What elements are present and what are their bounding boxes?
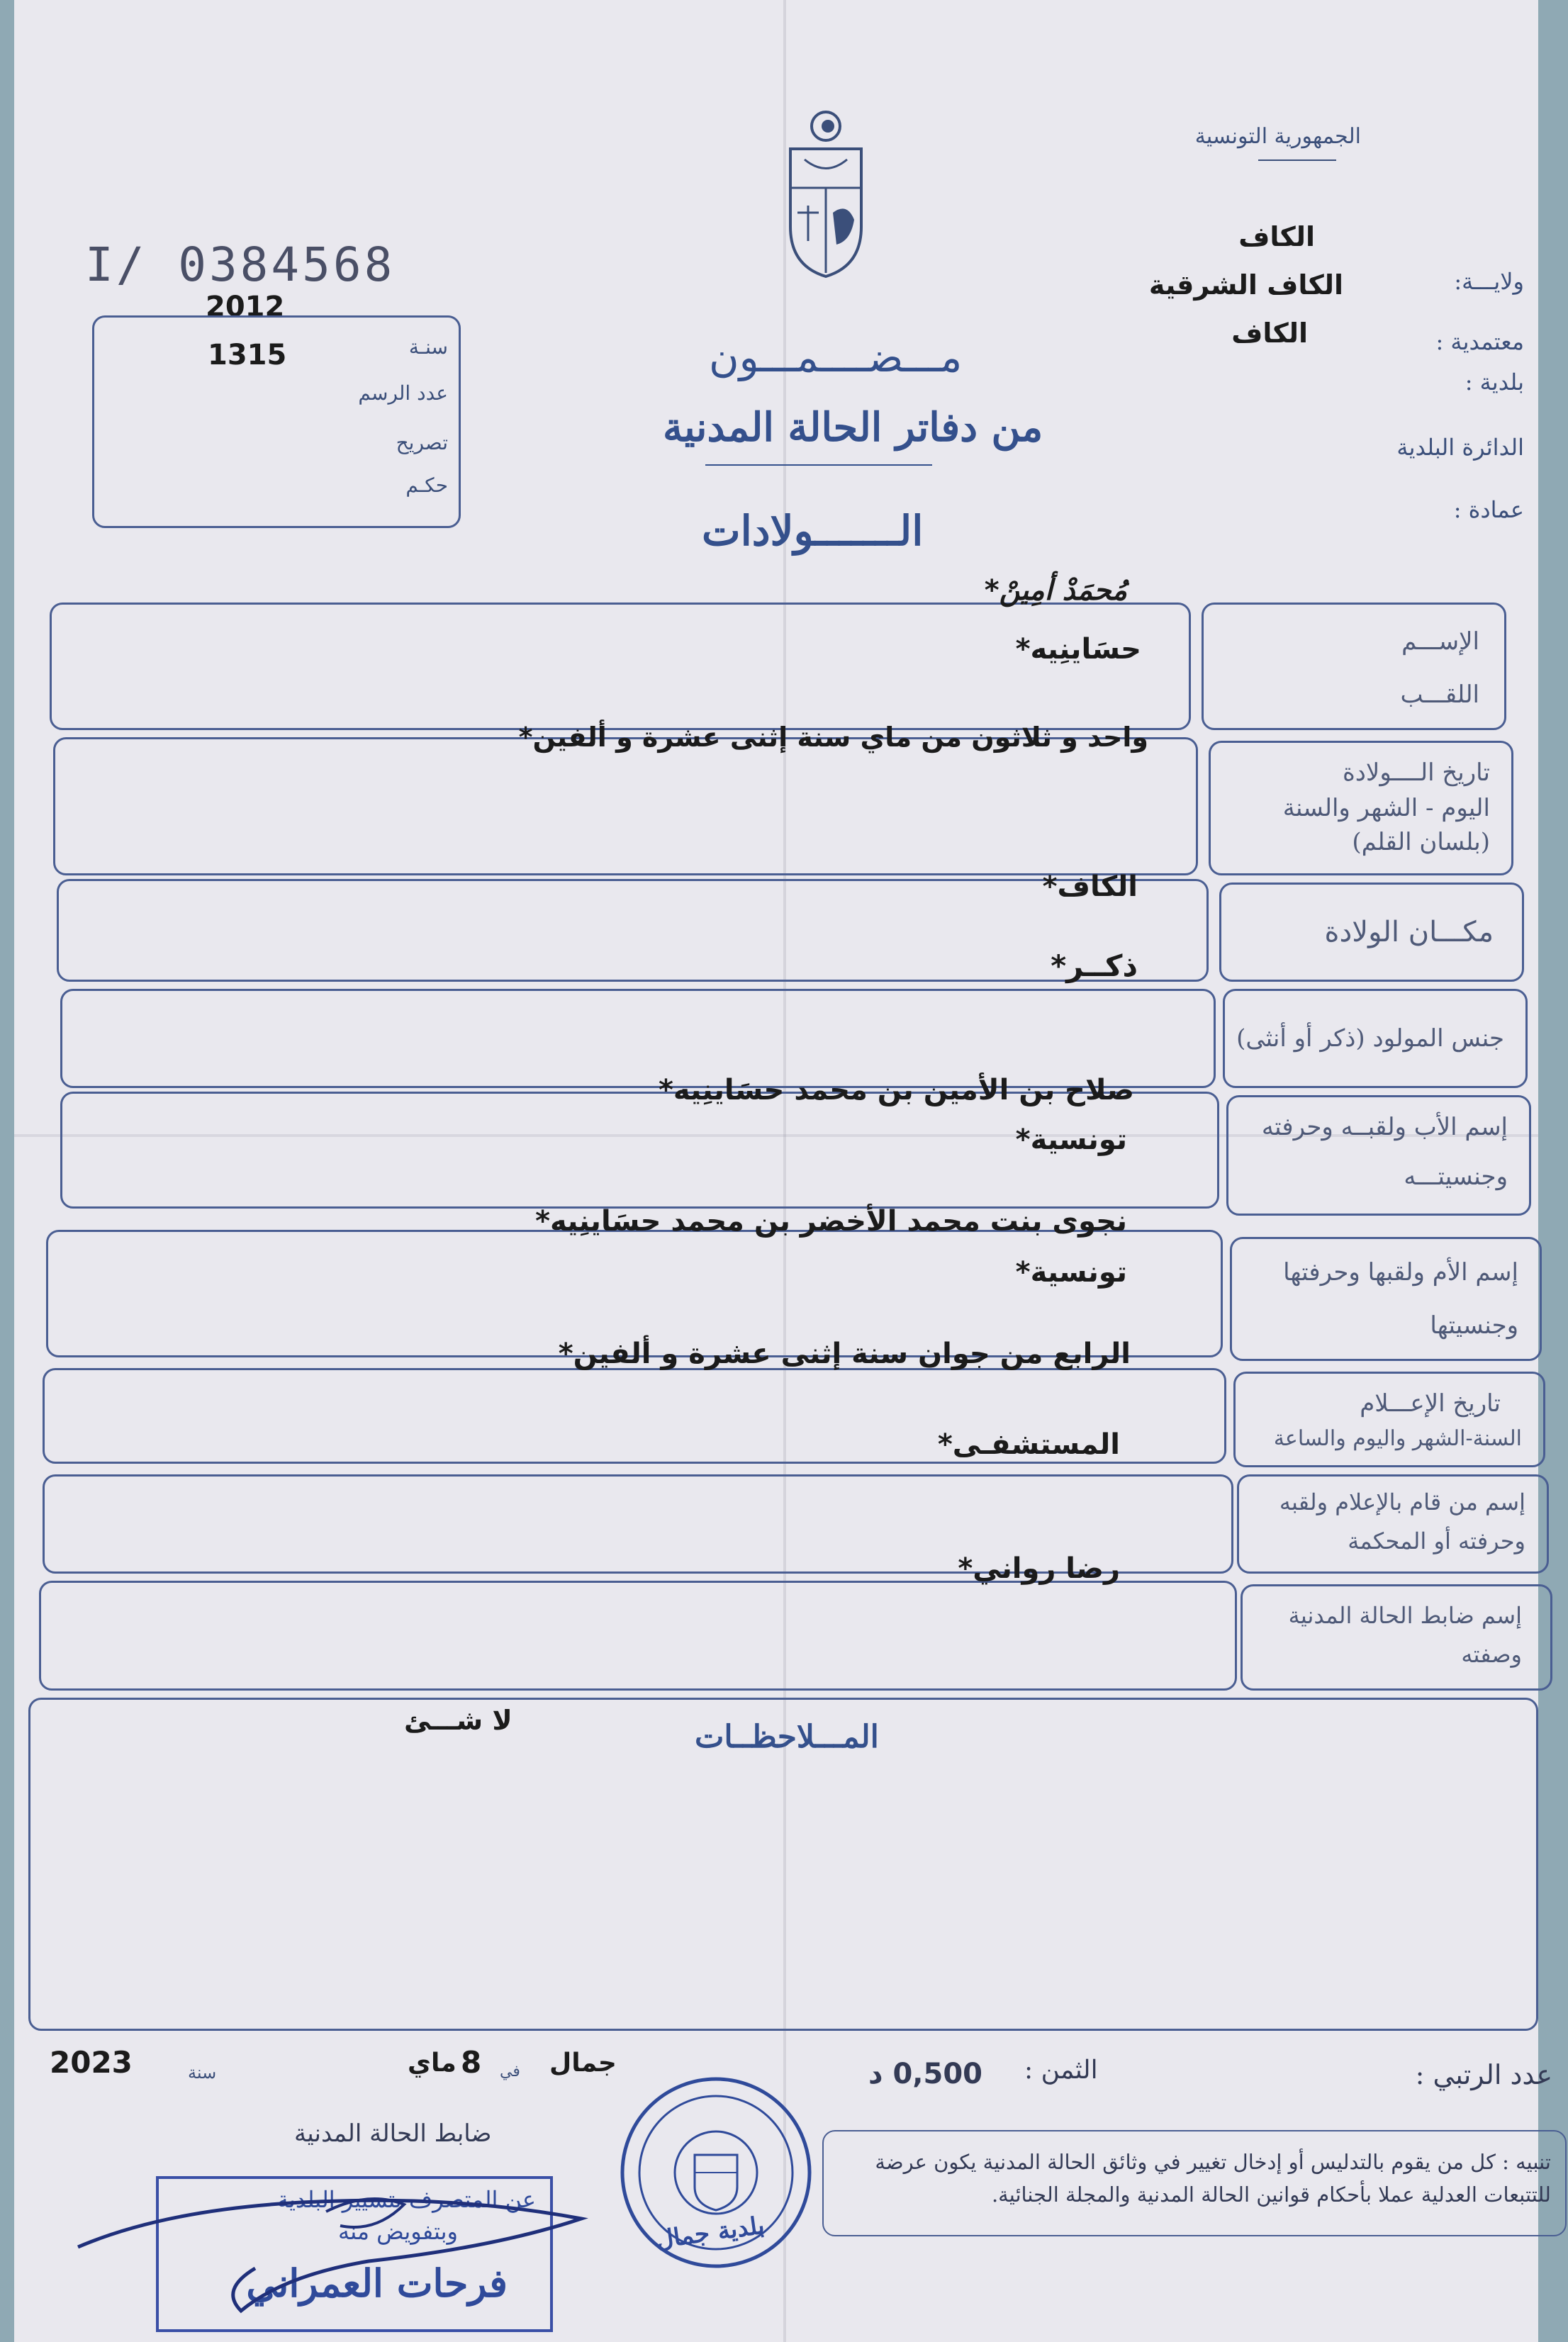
reg-year-value: 2012 bbox=[206, 291, 285, 323]
motamadia-label: معتمدية : bbox=[1435, 328, 1524, 355]
reg-declaration-label: تصريح bbox=[396, 431, 448, 454]
birth-certificate-sheet bbox=[14, 0, 1552, 2342]
value-sex: ذكــر* bbox=[1051, 948, 1138, 983]
on-label: في bbox=[500, 2063, 520, 2080]
motamadia-value-top: الكاف الشرقية bbox=[1148, 269, 1343, 301]
officer-title: ضابط الحالة المدنية bbox=[294, 2119, 492, 2148]
title-underline bbox=[705, 464, 932, 466]
label-father-1: إسم الأب ولقبــه وحرفته bbox=[1261, 1113, 1508, 1141]
issue-year: 2023 bbox=[50, 2045, 133, 2080]
value-father: صلاح بن الأمين بن محمد حسَاينِيه* bbox=[658, 1074, 1134, 1106]
label-birthdate-1: تاريخ الــــولادة bbox=[1342, 758, 1490, 787]
label-first-name: الإســـم bbox=[1401, 627, 1479, 656]
value-officer: رضا رواني* bbox=[958, 1552, 1120, 1585]
serial-number: I/ 0384568 bbox=[85, 237, 396, 292]
signature-stamp-name: فرحات العمراني bbox=[246, 2260, 508, 2306]
republic-label: الجمهورية التونسية bbox=[1194, 124, 1361, 149]
remarks-label: المـــلاحظــات bbox=[695, 1719, 879, 1755]
issue-place: جمال bbox=[549, 2049, 617, 2078]
label-birthplace: مكـــان الولادة bbox=[1324, 916, 1494, 948]
row-name-label-box bbox=[1202, 603, 1506, 730]
label-declarant-1: إسم من قام بالإعلام ولقبه bbox=[1279, 1489, 1525, 1515]
label-officer-2: وصفته bbox=[1461, 1641, 1522, 1668]
row-birthdate-value-box bbox=[53, 737, 1198, 875]
label-father-2: وجنسيتـــه bbox=[1404, 1162, 1508, 1191]
price-label: الثمن : bbox=[1024, 2056, 1098, 2085]
tunisia-coat-of-arms-icon bbox=[780, 106, 872, 284]
value-birthdate: واحد و ثلاثون من ماي سنة إثنى عشرة و ألفين* bbox=[518, 722, 1148, 753]
title-main: مـــضــــمـــون bbox=[709, 333, 963, 381]
label-last-name: اللقـــب bbox=[1400, 680, 1479, 709]
reg-number-label: عدد الرسم bbox=[358, 381, 448, 405]
row-mother-label-box bbox=[1230, 1237, 1542, 1361]
baladia-label: بلدية : bbox=[1465, 369, 1524, 396]
round-stamp-text: بلدية جمال bbox=[654, 2211, 766, 2255]
label-mother-2: وجنسيتها bbox=[1430, 1311, 1518, 1340]
value-birthplace: الكاف* bbox=[1042, 870, 1138, 903]
baladia-value: الكاف bbox=[1231, 318, 1308, 349]
value-declarant: المستشفـى* bbox=[937, 1428, 1120, 1461]
label-mother-1: إسم الأم ولقبها وحرفتها bbox=[1283, 1258, 1518, 1287]
remarks-value: لا شـــئ bbox=[404, 1705, 513, 1736]
label-birthdate-3: (بلسان القلم) bbox=[1352, 828, 1490, 856]
wilaya-label: ولايـــة: bbox=[1454, 268, 1524, 295]
reg-judgment-label: حكـم bbox=[405, 474, 448, 497]
omada-label: عمادة : bbox=[1453, 496, 1524, 523]
row-declarant-label-box bbox=[1237, 1474, 1549, 1574]
signature-stamp-line1: عن المتصرف بتسيير البلدية bbox=[276, 2186, 536, 2213]
label-declaration-date-1: تاريخ الإعـــلام bbox=[1360, 1389, 1501, 1418]
label-sex: جنس المولود (ذكر أو أنثى) bbox=[1236, 1024, 1504, 1053]
row-declaration-date-label-box bbox=[1233, 1372, 1545, 1467]
row-sex-label-box bbox=[1223, 989, 1528, 1088]
value-declaration-date: الرابع من جوان سنة إثنى عشرة و ألفين* bbox=[558, 1338, 1131, 1370]
title-sub: من دفاتر الحالة المدنية bbox=[663, 404, 1043, 451]
row-name-value-box bbox=[50, 603, 1191, 730]
row-birthplace-value-box bbox=[57, 879, 1209, 982]
row-sex-value-box bbox=[60, 989, 1216, 1088]
price-value: 0,500 د bbox=[868, 2058, 982, 2090]
row-birthplace-label-box bbox=[1219, 883, 1524, 982]
label-declarant-2: وحرفته أو المحكمة bbox=[1348, 1528, 1525, 1554]
issue-month: ماي bbox=[408, 2049, 457, 2078]
value-mother-nationality: تونسية* bbox=[1015, 1256, 1127, 1289]
label-birthdate-2: اليوم - الشهر والسنة bbox=[1282, 794, 1490, 822]
year-label: سنة bbox=[188, 2063, 217, 2083]
value-first-name: مُحمَدْ أمِينْ* bbox=[984, 574, 1127, 607]
row-father-label-box bbox=[1226, 1095, 1531, 1216]
handwritten-signature-icon bbox=[71, 2169, 610, 2325]
registration-box bbox=[92, 315, 461, 528]
label-officer-1: إسم ضابط الحالة المدنية bbox=[1288, 1602, 1522, 1629]
reg-year-label: سنـة bbox=[408, 335, 448, 359]
daira-label: الدائرة البلدية bbox=[1396, 434, 1524, 461]
row-officer-value-box bbox=[39, 1581, 1237, 1691]
value-mother: نجوى بنت محمد الأخضر بن محمد حسَاينِيه* bbox=[535, 1205, 1127, 1238]
row-officer-label-box bbox=[1241, 1584, 1552, 1691]
reg-number-value: 1315 bbox=[208, 339, 287, 371]
section-title: الـــــــولادات bbox=[702, 507, 924, 555]
issue-day: 8 bbox=[461, 2045, 482, 2080]
value-father-nationality: تونسية* bbox=[1015, 1124, 1127, 1156]
value-last-name: حسَاينِيه* bbox=[1015, 633, 1141, 666]
label-declaration-date-2: السنة-الشهر واليوم والساعة bbox=[1273, 1426, 1522, 1451]
serial-rank-label: عدد الرتبي : bbox=[1415, 2059, 1552, 2090]
warning-text: تنبيه : كل من يقوم بالتدليس أو إدخال تغيير في وثائق الحالة المدنية يكون عرضة للتتبعات العدلية عملا بأحكام قوانين الحالة المدنية والمجلة الجنائية. bbox=[875, 2150, 1551, 2207]
warning-box bbox=[822, 2130, 1567, 2236]
republic-underline bbox=[1258, 159, 1336, 161]
signature-stamp-line2: وبتفويض منه bbox=[338, 2218, 458, 2245]
row-birthdate-label-box bbox=[1209, 741, 1513, 875]
wilaya-value: الكاف bbox=[1238, 221, 1315, 252]
